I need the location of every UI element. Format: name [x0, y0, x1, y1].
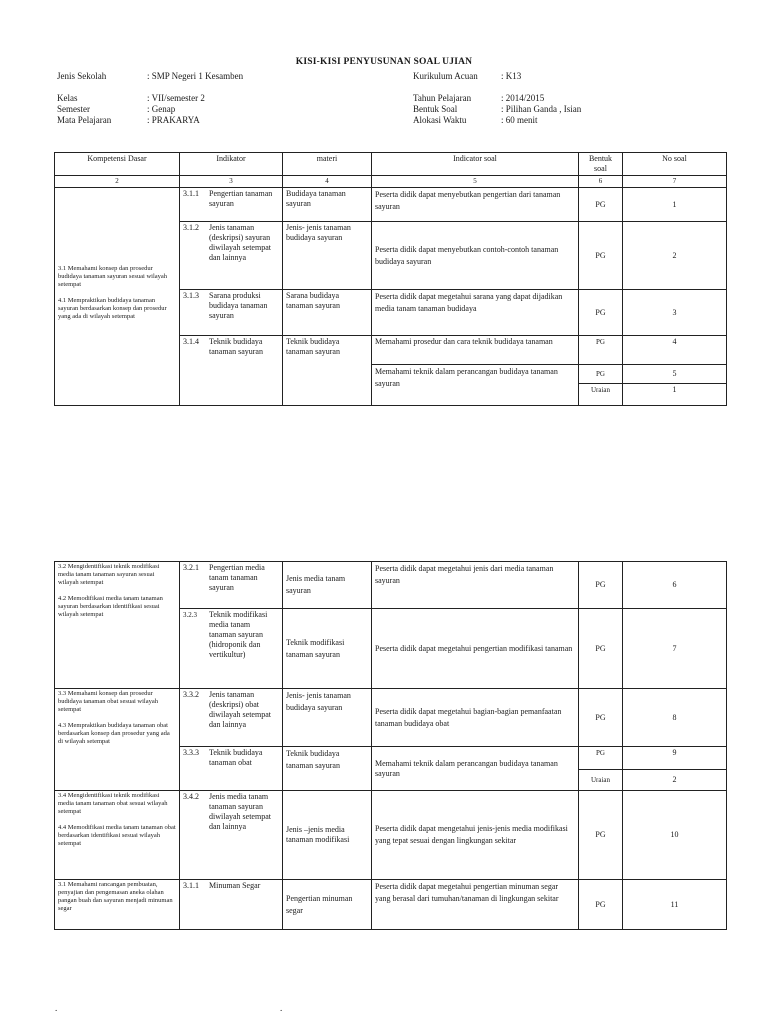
- col-header-indikator: Indikator: [180, 153, 283, 176]
- no-soal-cell: 7: [623, 609, 727, 689]
- col-number: 3: [180, 176, 283, 188]
- meta-label: Jenis Sekolah: [57, 71, 107, 81]
- indikator-cell: [180, 562, 283, 609]
- no-soal-cell: 1: [623, 188, 727, 222]
- kompetensi-dasar-cell: [55, 791, 180, 880]
- bentuk-soal-cell: PG: [579, 609, 623, 689]
- kd-text: 3.4 Mengidentifikasi teknik modifikasi media tanam tanaman obat sesuai wilayah setempat: [58, 792, 168, 815]
- no-soal-cell: 8: [623, 689, 727, 747]
- indikator-code: 3.1.4: [183, 337, 199, 346]
- indikator-text: Teknik budidaya tanaman sayuran: [209, 337, 263, 356]
- table-row: [55, 562, 727, 609]
- indikator-code: 3.2.1: [183, 563, 199, 572]
- kd-text: 4.2 Memodifikasi media tanam tanaman sayuran berdasarkan identifikasi sesuai wilayah setempat: [58, 595, 163, 618]
- indikator-soal-cell: Memahami teknik dalam perancangan budidaya tanaman sayuran: [372, 365, 579, 406]
- indikator-code: 3.1.1: [183, 881, 199, 890]
- indikator-cell: [180, 290, 283, 336]
- meta-row: [57, 115, 243, 126]
- col-header-bentuk-soal: Bentuk soal: [579, 153, 623, 176]
- indikator-text: Jenis tanaman (deskripsi) obat diwilayah setempat dan lainnya: [209, 690, 271, 729]
- indikator-soal-cell: Peserta didik dapat megetahui pengertian modifikasi tanaman: [372, 609, 579, 689]
- bentuk-soal-cell: PG: [579, 365, 623, 384]
- table-row: [55, 689, 727, 747]
- no-soal-cell: 4: [623, 336, 727, 365]
- document-title: KISI-KISI PENYUSUNAN SOAL UJIAN: [295, 57, 473, 67]
- no-soal-cell: 2: [623, 770, 727, 791]
- indikator-soal-cell: Peserta didik dapat megetahui jenis dari media tanaman sayuran: [372, 562, 579, 609]
- kd-text: 3.3 Memahami konsep dan prosedur budidaya tanaman obat sesuai wilayah setempat: [58, 690, 158, 713]
- bentuk-soal-cell: PG: [579, 562, 623, 609]
- indikator-text: Pengertian tanaman sayuran: [209, 189, 273, 208]
- indikator-soal-cell: Peserta didik dapat mengetahui jenis-jenis media modifikasi yang tepat sesuai dengan lingkungan sekitar: [372, 791, 579, 880]
- col-number: 7: [623, 176, 727, 188]
- indikator-text: Sarana produksi budidaya tanaman sayuran: [209, 291, 268, 320]
- meta-value: : Pilihan Ganda , Isian: [501, 104, 582, 114]
- indikator-cell: [180, 609, 283, 689]
- materi-cell: Jenis- jenis tanaman budidaya sayuran: [283, 689, 372, 747]
- meta-row: [413, 93, 581, 104]
- meta-value: : 60 menit: [501, 115, 538, 125]
- meta-row: [413, 115, 581, 126]
- indikator-soal-cell: Peserta didik dapat megetahui bagian-bagian pemanfaatan tanaman budidaya obat: [372, 689, 579, 747]
- bentuk-soal-cell: Uraian: [579, 384, 623, 406]
- bentuk-soal-cell: PG: [579, 689, 623, 747]
- meta-value: : Genap: [147, 104, 176, 114]
- materi-cell: Jenis –jenis media tanaman modifikasi: [283, 791, 372, 880]
- indikator-soal-cell: Peserta didik dapat menyebutkan contoh-contoh tanaman budidaya sayuran: [372, 222, 579, 290]
- kd-text: 4.4 Memodifikasi media tanam tanaman obat berdasarkan identifikasi sesuai wilayah setempat: [58, 824, 176, 847]
- indikator-soal-cell: Memahami teknik dalam perancangan budidaya tanaman sayuran: [372, 747, 579, 791]
- indikator-text: Teknik budidaya tanaman obat: [209, 748, 263, 767]
- bentuk-soal-cell: PG: [579, 336, 623, 365]
- kd-text: 3.1 Memahami konsep dan prosedur budidaya tanaman sayuran sesuai wilayah setempat: [58, 264, 168, 288]
- bentuk-soal-cell: Uraian: [579, 770, 623, 791]
- materi-cell: Teknik budidaya tanaman sayuran: [283, 336, 372, 406]
- col-header-kompetensi: Kompetensi Dasar: [55, 153, 180, 176]
- indikator-cell: [180, 880, 283, 930]
- indikator-cell: [180, 222, 283, 290]
- indikator-soal-cell: Peserta didik dapat megetahui sarana yang dapat dijadikan media tanam tanaman budidaya: [372, 290, 579, 336]
- meta-label: Alokasi Waktu: [413, 115, 467, 125]
- meta-row: [413, 71, 581, 82]
- meta-row: [57, 93, 243, 104]
- no-soal-cell: 3: [623, 290, 727, 336]
- materi-cell: Sarana budidaya tanaman sayuran: [283, 290, 372, 336]
- indikator-code: 3.3.3: [183, 748, 199, 757]
- indikator-cell: [180, 689, 283, 747]
- bentuk-soal-cell: PG: [579, 188, 623, 222]
- col-number: 6: [579, 176, 623, 188]
- meta-label: Bentuk Soal: [413, 104, 458, 114]
- meta-value: : PRAKARYA: [147, 115, 200, 125]
- col-header-no-soal: No soal: [623, 153, 727, 176]
- table-row: [55, 188, 727, 222]
- meta-label: Kelas: [57, 93, 78, 103]
- kd-text: 4.3 Mempraktikan budidaya tanaman obat berdasarkan konsep dan prosedur yang ada di wilayah setempat: [58, 722, 170, 745]
- no-soal-cell: 11: [623, 880, 727, 930]
- kd-text: 3.1 Memahami rancangan pembuatan, penyajian dan pengemasan aneka olahan pangan buah dan sayuran menjadi minuman segar: [58, 881, 173, 912]
- bentuk-soal-cell: PG: [579, 747, 623, 770]
- col-number: 5: [372, 176, 579, 188]
- table-row: [55, 791, 727, 880]
- curriculum-info: [413, 71, 581, 126]
- meta-label: Tahun Pelajaran: [413, 93, 472, 103]
- bentuk-soal-cell: PG: [579, 290, 623, 336]
- school-info: [57, 71, 243, 126]
- kd-text: 4.1 Mempraktikan budidaya tanaman sayuran berdasarkan konsep dan prosedur yang ada di wilayah setempat: [58, 296, 167, 320]
- meta-label: Mata Pelajaran: [57, 115, 112, 125]
- no-soal-cell: 2: [623, 222, 727, 290]
- indikator-cell: [180, 791, 283, 880]
- meta-label: Kurikulum Acuan: [413, 71, 478, 81]
- kd-text: 3.2 Mengidentifikasi teknik modifikasi media tanam tanaman sayuran sesuai wilayah setempat: [58, 563, 160, 586]
- kompetensi-dasar-cell: [55, 188, 180, 406]
- meta-row: [413, 104, 581, 115]
- col-number: 2: [55, 176, 180, 188]
- bentuk-soal-cell: PG: [579, 791, 623, 880]
- indikator-code: 3.4.2: [183, 792, 199, 801]
- materi-cell: Pengertian minuman segar: [283, 880, 372, 930]
- page-mark: .: [280, 1003, 283, 1013]
- col-number: 4: [283, 176, 372, 188]
- no-soal-cell: 10: [623, 791, 727, 880]
- col-header-indikator-soal: Indicator soal: [372, 153, 579, 176]
- indikator-code: 3.2.3: [183, 611, 197, 619]
- no-soal-cell: 9: [623, 747, 727, 770]
- materi-cell: Teknik modifikasi tanaman sayuran: [283, 609, 372, 689]
- indikator-code: 3.1.2: [183, 223, 199, 232]
- no-soal-cell: 1: [623, 384, 727, 406]
- no-soal-cell: 6: [623, 562, 727, 609]
- materi-cell: Jenis- jenis tanaman budidaya sayuran: [283, 222, 372, 290]
- indikator-soal-cell: Peserta didik dapat megetahui pengertian minuman segar yang berasal dari tumuhan/tanaman di lingkungan sekitar: [372, 880, 579, 930]
- indikator-text: Jenis media tanam tanaman sayuran diwilayah setempat dan lainnya: [209, 792, 271, 831]
- meta-value: : 2014/2015: [501, 93, 545, 103]
- kompetensi-dasar-cell: [55, 562, 180, 689]
- indikator-code: 3.1.1: [183, 189, 199, 198]
- materi-cell: Budidaya tanaman sayuran: [283, 188, 372, 222]
- meta-row: [57, 104, 243, 115]
- indikator-soal-cell: Memahami prosedur dan cara teknik budidaya tanaman: [372, 336, 579, 365]
- indikator-cell: [180, 188, 283, 222]
- meta-row: [57, 71, 243, 82]
- meta-value: : SMP Negeri 1 Kesamben: [147, 71, 244, 81]
- indikator-text: Minuman Segar: [209, 881, 261, 890]
- indikator-text: Jenis tanaman (deskripsi) sayuran diwilayah setempat dan lainnya: [209, 223, 271, 262]
- indikator-text: Pengertian media tanam tanaman sayuran: [209, 563, 265, 592]
- col-header-materi: materi: [283, 153, 372, 176]
- meta-label: Semester: [57, 104, 90, 114]
- table-row: [55, 880, 727, 930]
- no-soal-cell: 5: [623, 365, 727, 384]
- kisi-kisi-table: [54, 152, 727, 406]
- indikator-soal-cell: Peserta didik dapat menyebutkan pengertian dari tanaman sayuran: [372, 188, 579, 222]
- indikator-text: Teknik modifikasi media tanam tanaman sayuran (hidroponik dan vertikultur): [209, 610, 268, 659]
- indikator-code: 3.1.3: [183, 291, 199, 300]
- materi-cell: Teknik budidaya tanaman sayuran: [283, 747, 372, 791]
- kompetensi-dasar-cell: [55, 880, 180, 930]
- page-mark: .: [55, 1003, 58, 1013]
- indikator-cell: [180, 747, 283, 791]
- materi-cell: Jenis media tanam sayuran: [283, 562, 372, 609]
- indikator-cell: [180, 336, 283, 406]
- indikator-code: 3.3.2: [183, 690, 199, 699]
- meta-value: : VII/semester 2: [147, 93, 205, 103]
- meta-value: : K13: [501, 71, 522, 81]
- kompetensi-dasar-cell: [55, 689, 180, 791]
- bentuk-soal-cell: PG: [579, 222, 623, 290]
- kisi-kisi-table-continued: [54, 561, 727, 930]
- bentuk-soal-cell: PG: [579, 880, 623, 930]
